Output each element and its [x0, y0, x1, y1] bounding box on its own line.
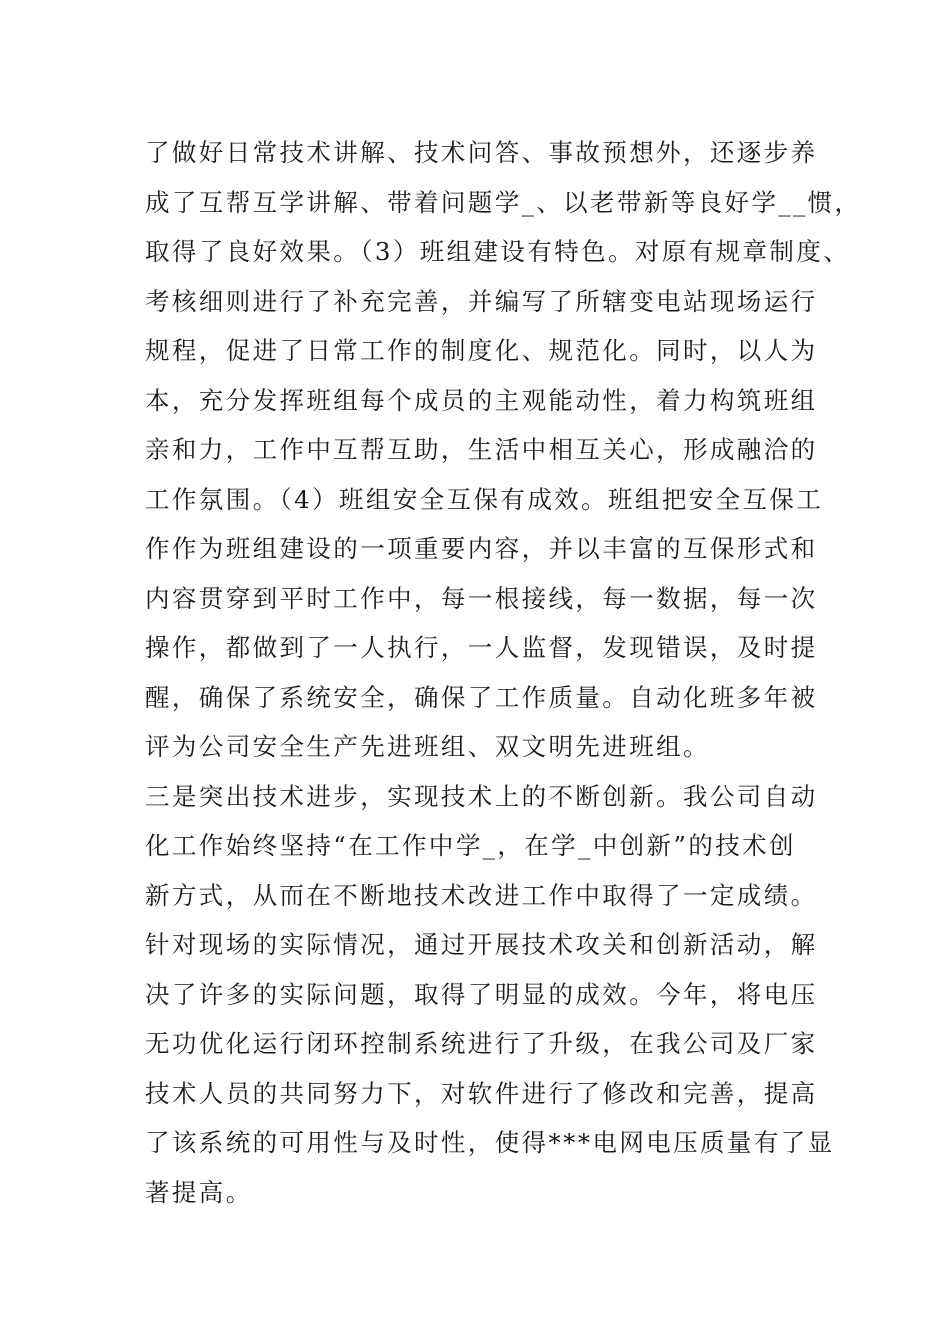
text-line-22: 著提高。	[145, 1177, 253, 1207]
text-line-18: 决了许多的实际问题，取得了明显的成效。今年，将电压	[145, 979, 818, 1009]
text-line-13: 评为公司安全生产先进班组、双文明先进班组。	[145, 732, 710, 761]
text-line-14: 三是突出技术进步，实现技术上的不断创新。我公司自动	[145, 781, 818, 811]
text-line-6: 本，充分发挥班组每个成员的主观能动性，着力构筑班组	[145, 385, 818, 415]
body-text	[145, 128, 862, 1217]
text-line-5: 规程，促进了日常工作的制度化、规范化。同时，以人为	[145, 336, 818, 365]
text-line-8: 工作氛围。（4）班组安全互保有成效。班组把安全互保工	[145, 484, 824, 514]
text-line-4: 考核细则进行了补充完善，并编写了所辖变电站现场运行	[145, 286, 818, 316]
text-line-10: 内容贯穿到平时工作中，每一根接线，每一数据，每一次	[145, 583, 818, 613]
text-line-9: 作作为班组建设的一项重要内容，并以丰富的互保形式和	[145, 534, 818, 563]
text-line-17: 针对现场的实际情况，通过开展技术攻关和创新活动，解	[145, 930, 818, 959]
text-line-20: 技术人员的共同努力下，对软件进行了修改和完善，提高	[145, 1078, 818, 1108]
text-line-19: 无功优化运行闭环控制系统进行了升级，在我公司及厂家	[145, 1029, 818, 1058]
text-line-16: 新方式，从而在不断地技术改进工作中取得了一定成绩。	[145, 880, 818, 910]
text-line-12: 醒，确保了系统安全，确保了工作质量。自动化班多年被	[145, 682, 818, 712]
text-line-1: 了做好日常技术讲解、技术问答、事故预想外，还逐步养	[145, 138, 818, 167]
text-line-2: 成了互帮互学讲解、带着问题学_、以老带新等良好学__惯，	[145, 187, 862, 217]
text-line-3: 取得了良好效果。（3）班组建设有特色。对原有规章制度、	[145, 237, 851, 266]
text-line-11: 操作，都做到了一人执行，一人监督，发现错误，及时提	[145, 633, 818, 662]
text-line-15: 化工作始终坚持“在工作中学_，在学_中创新”的技术创	[145, 831, 796, 860]
text-line-21: 了该系统的可用性与及时性，使得***电网电压质量有了显	[145, 1128, 835, 1157]
text-line-7: 亲和力，工作中互帮互助，生活中相互关心，形成融洽的	[145, 435, 818, 464]
